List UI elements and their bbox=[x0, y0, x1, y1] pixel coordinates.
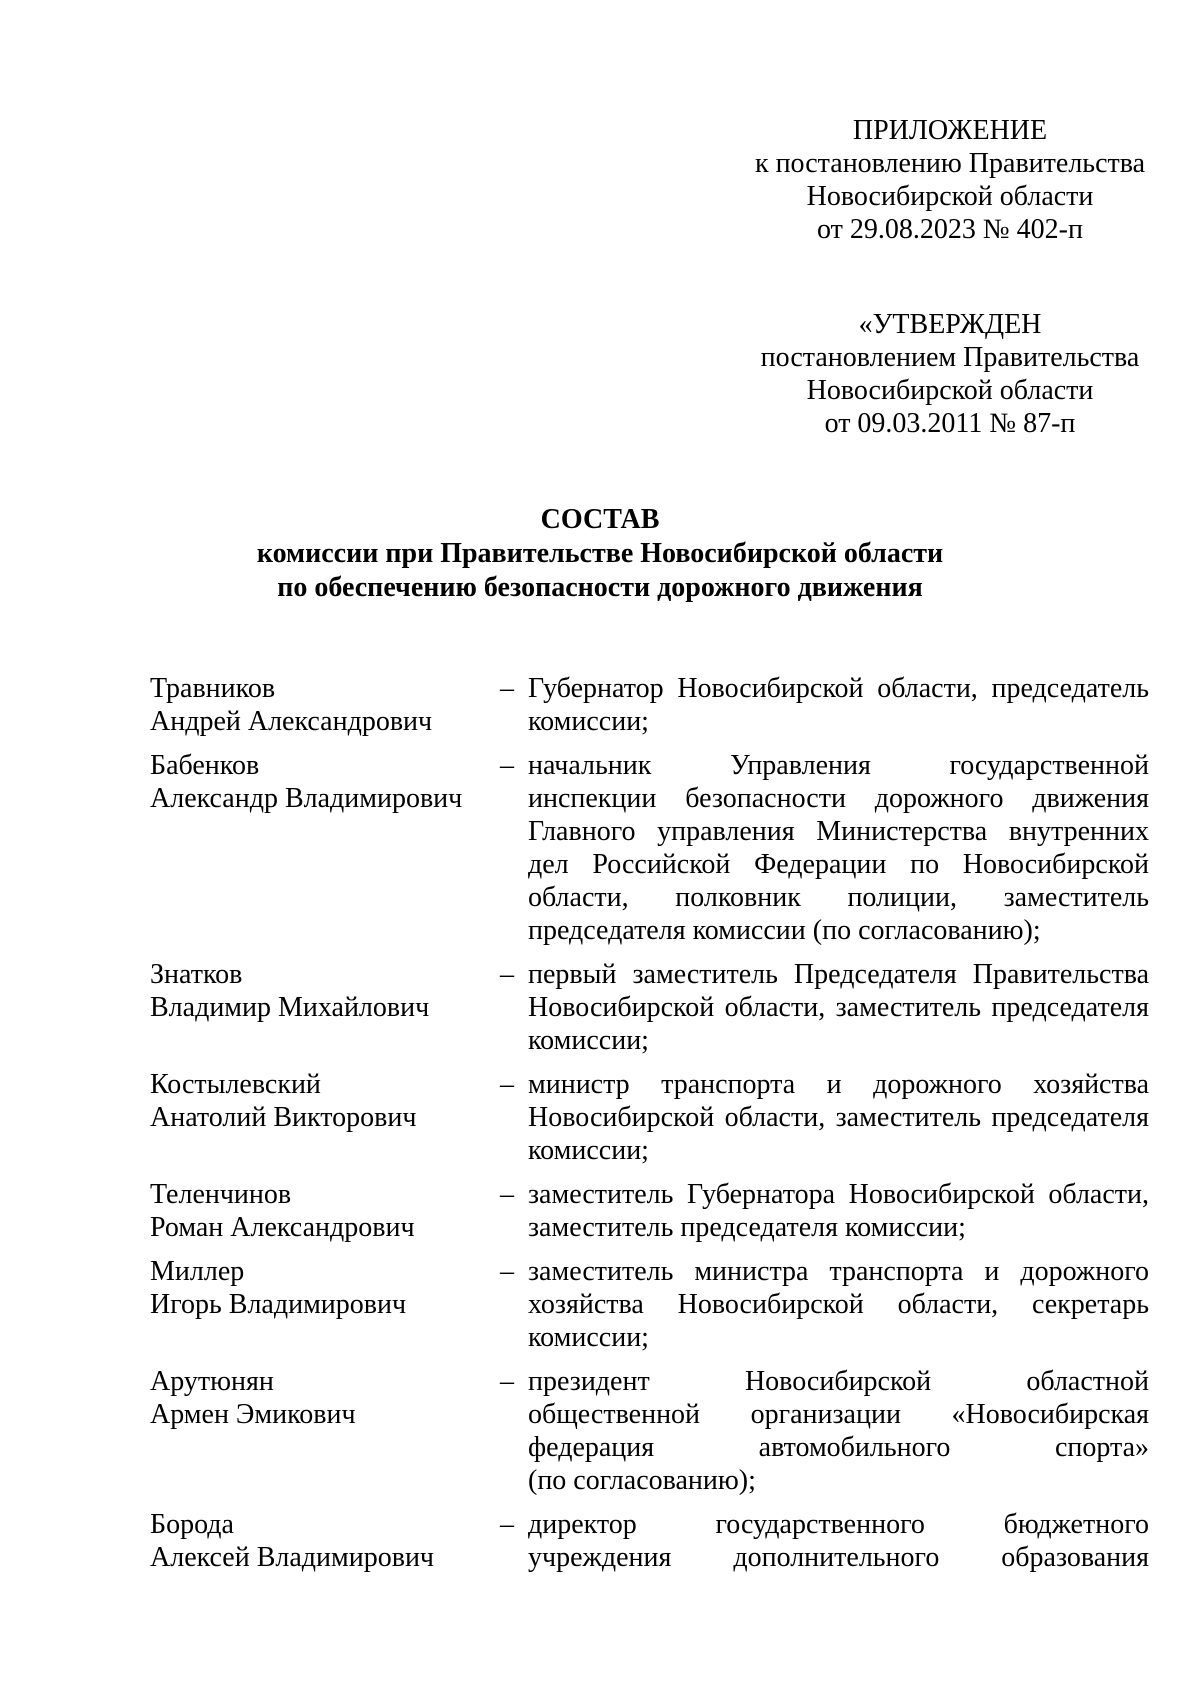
position-line: президент Новосибирской областной bbox=[528, 1366, 1149, 1397]
member-surname: Знатков bbox=[150, 959, 243, 990]
approved-title: «УТВЕРЖДЕН bbox=[858, 309, 1042, 340]
member-position bbox=[522, 672, 1149, 738]
member-dash: – bbox=[500, 1509, 514, 1540]
position-line: Главного управления Министерства внутренних bbox=[528, 816, 1149, 847]
position-line: дел Российской Федерации по Новосибирской bbox=[528, 849, 1149, 880]
position-line: Новосибирской области, заместитель председателя bbox=[528, 992, 1149, 1023]
member-surname: Арутюнян bbox=[150, 1366, 274, 1397]
member-name bbox=[150, 1508, 490, 1574]
member-name bbox=[150, 1068, 490, 1167]
heading-line-2: комиссии при Правительстве Новосибирской области bbox=[256, 538, 944, 569]
member-name bbox=[150, 1255, 490, 1354]
position-line: федерация автомобильного спорта» bbox=[528, 1432, 1149, 1463]
member-row bbox=[150, 749, 1150, 947]
appendix-title: ПРИЛОЖЕНИЕ bbox=[852, 115, 1048, 146]
member-dash: – bbox=[500, 673, 514, 704]
approved-line-3: Новосибирской области bbox=[806, 375, 1094, 406]
position-line: заместитель председателя комиссии; bbox=[528, 1212, 966, 1243]
member-row bbox=[150, 1508, 1150, 1574]
position-line: учреждения дополнительного образования bbox=[528, 1542, 1149, 1573]
appendix-block bbox=[740, 114, 1160, 246]
member-row bbox=[150, 1255, 1150, 1354]
member-dash: – bbox=[500, 1256, 514, 1287]
member-surname: Борода bbox=[150, 1509, 234, 1540]
position-line: комиссии; bbox=[528, 1135, 649, 1166]
member-row bbox=[150, 672, 1150, 738]
approved-block bbox=[740, 308, 1160, 440]
member-given-names: Александр Владимирович bbox=[150, 783, 463, 814]
member-given-names: Анатолий Викторович bbox=[150, 1102, 417, 1133]
member-given-names: Игорь Владимирович bbox=[150, 1289, 407, 1320]
member-position bbox=[522, 1365, 1149, 1497]
member-dash: – bbox=[500, 1069, 514, 1100]
member-dash: – bbox=[500, 1179, 514, 1210]
position-line: начальник Управления государственной bbox=[528, 750, 1149, 781]
position-line: общественной организации «Новосибирская bbox=[528, 1399, 1149, 1430]
member-position bbox=[522, 1178, 1149, 1244]
member-dash: – bbox=[500, 750, 514, 781]
position-line: комиссии; bbox=[528, 706, 649, 737]
position-line: хозяйства Новосибирской области, секретарь bbox=[528, 1289, 1149, 1320]
member-row bbox=[150, 1365, 1150, 1497]
member-dash: – bbox=[500, 959, 514, 990]
member-surname: Теленчинов bbox=[150, 1179, 292, 1210]
position-line: комиссии; bbox=[528, 1322, 649, 1353]
member-row bbox=[150, 958, 1150, 1057]
member-surname: Травников bbox=[150, 673, 276, 704]
position-line: Новосибирской области, заместитель председателя bbox=[528, 1102, 1149, 1133]
member-surname: Миллер bbox=[150, 1256, 245, 1287]
member-position bbox=[522, 749, 1149, 947]
position-line: министр транспорта и дорожного хозяйства bbox=[528, 1069, 1149, 1100]
member-name bbox=[150, 749, 490, 947]
approved-line-2: постановлением Правительства bbox=[760, 342, 1140, 373]
position-line: (по согласованию); bbox=[528, 1465, 756, 1496]
member-row bbox=[150, 1068, 1150, 1167]
position-line: Губернатор Новосибирской области, председатель bbox=[528, 673, 1149, 704]
position-line: заместитель министра транспорта и дорожного bbox=[528, 1256, 1149, 1287]
member-name bbox=[150, 1365, 490, 1497]
member-position bbox=[522, 958, 1149, 1057]
member-given-names: Андрей Александрович bbox=[150, 706, 433, 737]
members-list bbox=[150, 672, 1150, 1585]
position-line: председателя комиссии (по согласованию); bbox=[528, 915, 1041, 946]
member-given-names: Армен Эмикович bbox=[150, 1399, 356, 1430]
position-line: области, полковник полиции, заместитель bbox=[528, 882, 1149, 913]
member-surname: Костылевский bbox=[150, 1069, 321, 1100]
member-name bbox=[150, 672, 490, 738]
appendix-line-2: к постановлению Правительства bbox=[754, 148, 1146, 179]
member-position bbox=[522, 1068, 1149, 1167]
heading-line-3: по обеспечению безопасности дорожного движения bbox=[277, 572, 923, 603]
approved-line-4: от 09.03.2011 № 87-п bbox=[824, 408, 1076, 439]
member-name bbox=[150, 1178, 490, 1244]
member-position bbox=[522, 1255, 1149, 1354]
document-heading bbox=[0, 503, 1200, 605]
position-line: комиссии; bbox=[528, 1025, 649, 1056]
member-position bbox=[522, 1508, 1149, 1574]
member-given-names: Роман Александрович bbox=[150, 1212, 415, 1243]
member-given-names: Владимир Михайлович bbox=[150, 992, 430, 1023]
position-line: инспекции безопасности дорожного движения bbox=[528, 783, 1149, 814]
position-line: заместитель Губернатора Новосибирской области, bbox=[528, 1179, 1149, 1210]
member-dash: – bbox=[500, 1366, 514, 1397]
position-line: директор государственного бюджетного bbox=[528, 1509, 1149, 1540]
position-line: первый заместитель Председателя Правительства bbox=[528, 959, 1149, 990]
member-name bbox=[150, 958, 490, 1057]
appendix-line-4: от 29.08.2023 № 402-п bbox=[817, 214, 1083, 245]
member-surname: Бабенков bbox=[150, 750, 260, 781]
appendix-line-3: Новосибирской области bbox=[806, 181, 1094, 212]
member-given-names: Алексей Владимирович bbox=[150, 1542, 435, 1573]
heading-title: СОСТАВ bbox=[540, 504, 660, 535]
member-row bbox=[150, 1178, 1150, 1244]
